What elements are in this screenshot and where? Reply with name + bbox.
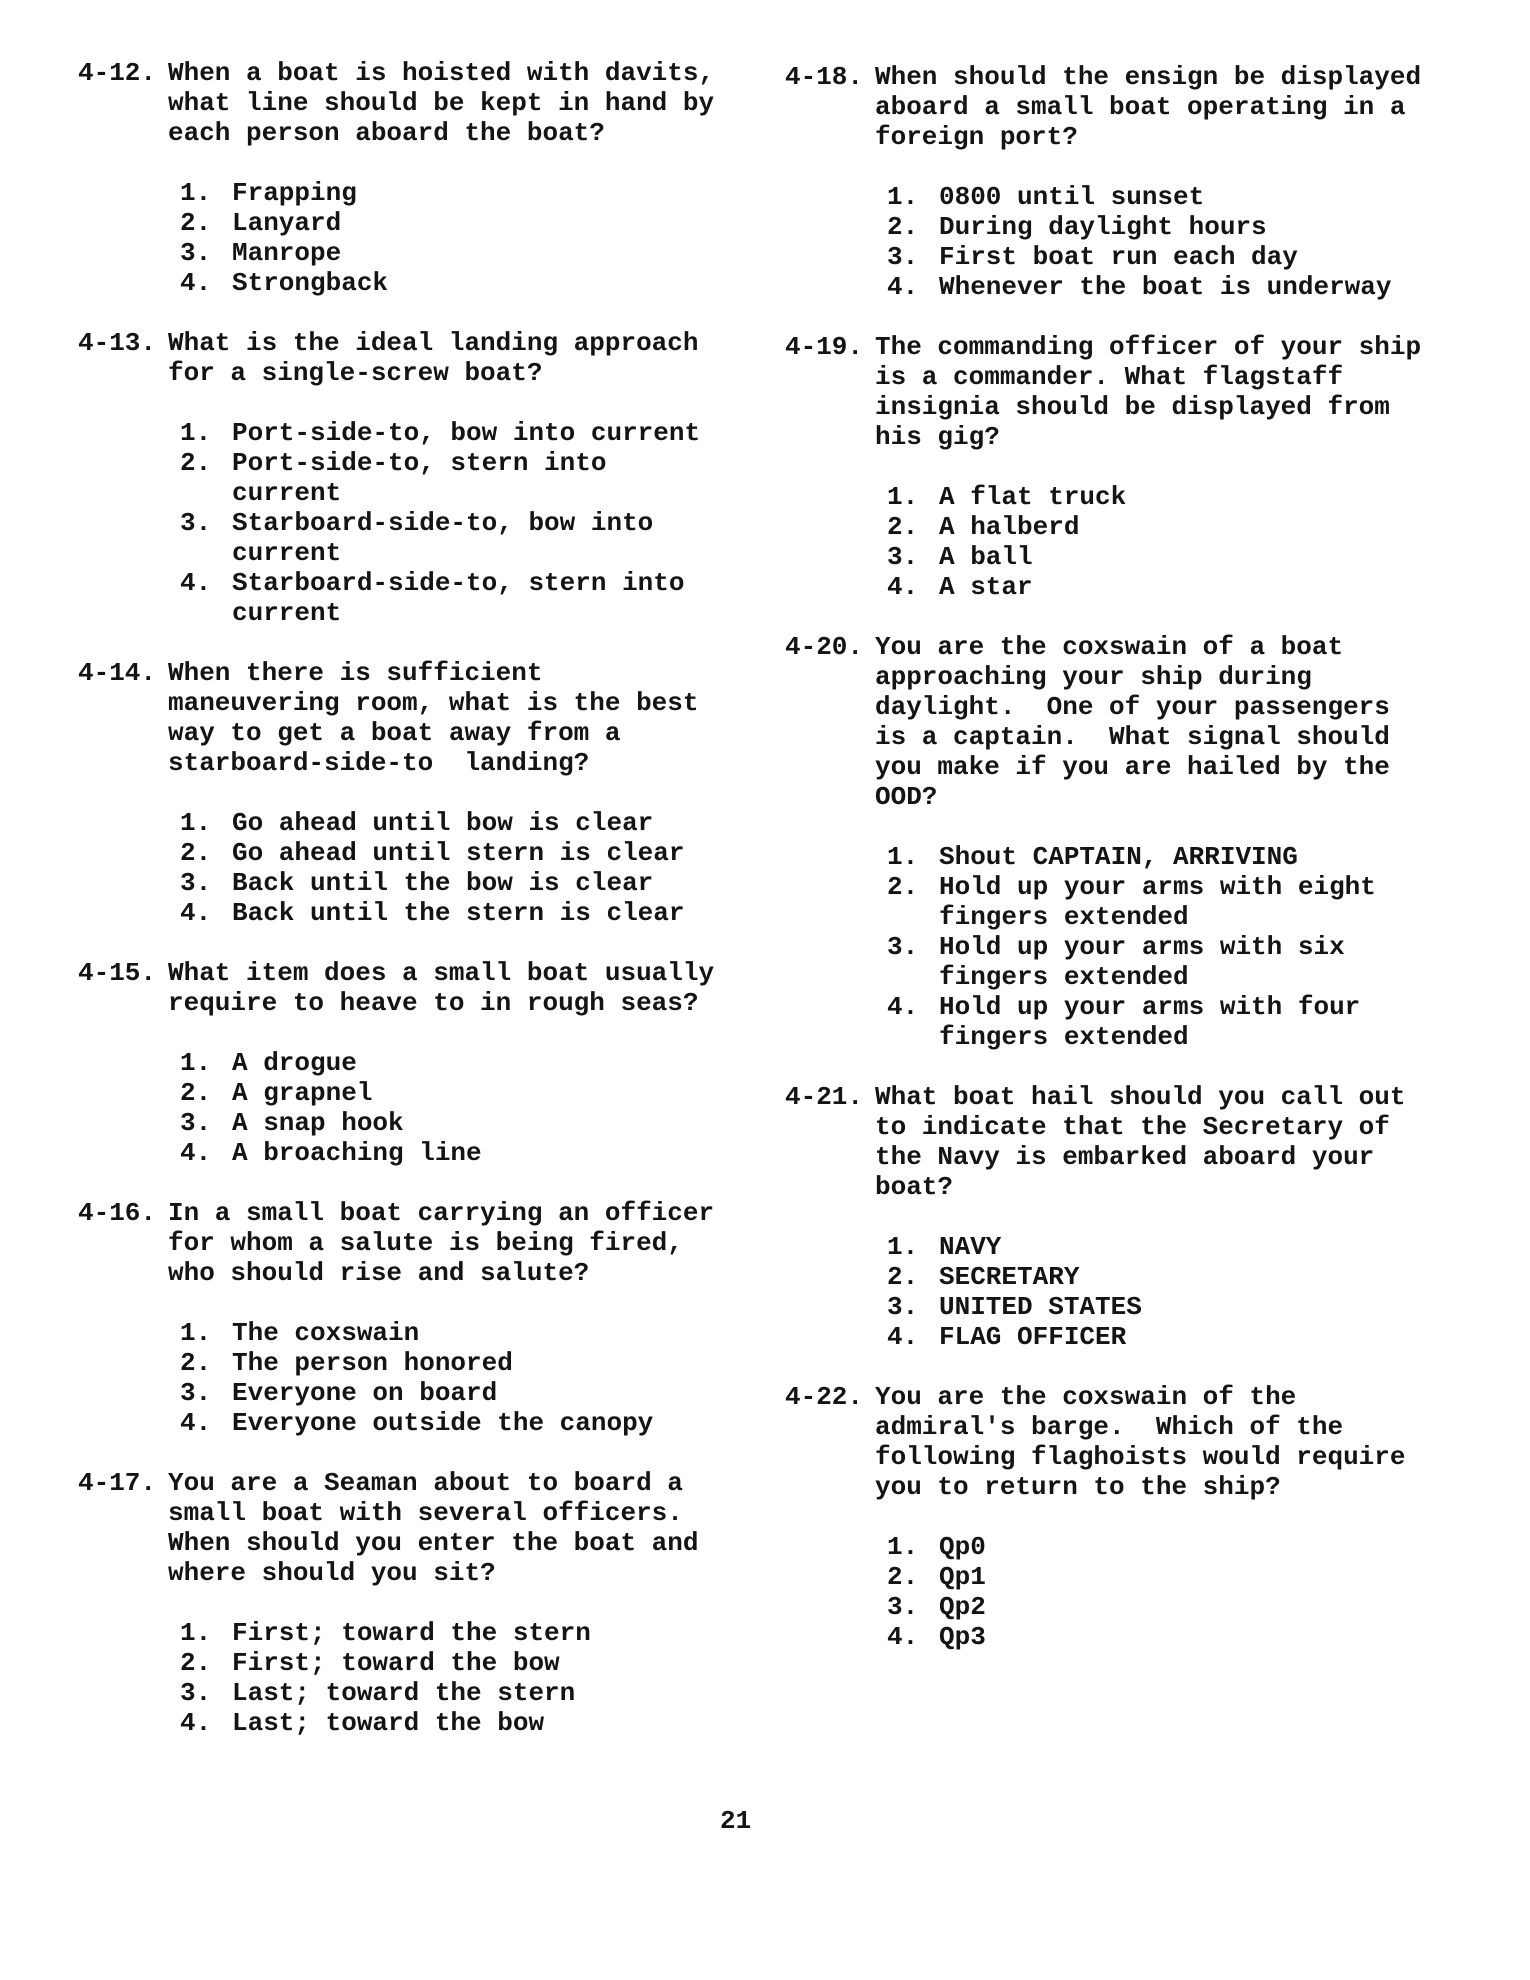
option-label: 4. bbox=[887, 1322, 919, 1352]
option-label: 1. bbox=[887, 1532, 919, 1562]
option-row bbox=[180, 1408, 743, 1438]
option-text bbox=[232, 1678, 743, 1708]
option-text bbox=[232, 238, 743, 268]
option-row bbox=[887, 1292, 1450, 1322]
option-label: 4. bbox=[180, 1138, 212, 1168]
question-line: is a captain. What signal should bbox=[875, 722, 1390, 752]
question-block bbox=[78, 328, 743, 628]
option-label: 3. bbox=[180, 1378, 212, 1408]
option-line: FLAG OFFICER bbox=[939, 1322, 1127, 1352]
option-line: The coxswain bbox=[232, 1318, 420, 1348]
question-line: the Navy is embarked aboard your bbox=[875, 1142, 1375, 1172]
question-line: You are the coxswain of the bbox=[875, 1382, 1297, 1412]
option-row bbox=[887, 512, 1450, 542]
option-label: 3. bbox=[887, 242, 919, 272]
option-text bbox=[232, 1318, 743, 1348]
option-text bbox=[939, 1232, 1450, 1262]
option-text bbox=[232, 1348, 743, 1378]
question-body bbox=[875, 62, 1450, 302]
option-line: current bbox=[232, 538, 342, 568]
option-label: 4. bbox=[180, 1708, 212, 1738]
option-line: 0800 until sunset bbox=[939, 182, 1205, 212]
option-row bbox=[887, 992, 1450, 1052]
options-list bbox=[168, 1048, 743, 1168]
option-line: First; toward the bow bbox=[232, 1648, 560, 1678]
question-block bbox=[785, 332, 1450, 602]
question-block bbox=[78, 58, 743, 298]
question-number: 4-20. bbox=[785, 632, 864, 662]
option-text bbox=[232, 1648, 743, 1678]
option-line: A broaching line bbox=[232, 1138, 482, 1168]
option-row bbox=[887, 572, 1450, 602]
option-label: 2. bbox=[887, 212, 919, 242]
option-line: Whenever the boat is underway bbox=[939, 272, 1392, 302]
option-label: 3. bbox=[887, 1592, 919, 1622]
option-label: 1. bbox=[180, 808, 212, 838]
option-row bbox=[180, 208, 743, 238]
question-number: 4-15. bbox=[78, 958, 157, 988]
option-row bbox=[887, 1622, 1450, 1652]
option-line: Port-side-to, bow into current bbox=[232, 418, 701, 448]
question-body bbox=[168, 1468, 743, 1738]
option-row bbox=[180, 1378, 743, 1408]
question-number: 4-19. bbox=[785, 332, 864, 362]
question-body bbox=[168, 958, 743, 1168]
option-text bbox=[939, 1592, 1450, 1622]
option-row bbox=[180, 1348, 743, 1378]
question-line: When should you enter the boat and bbox=[168, 1528, 699, 1558]
question-block bbox=[78, 1468, 743, 1738]
option-row bbox=[887, 482, 1450, 512]
option-text bbox=[232, 1048, 743, 1078]
question-line: What is the ideal landing approach bbox=[168, 328, 699, 358]
option-text bbox=[939, 1532, 1450, 1562]
option-row bbox=[180, 178, 743, 208]
option-line: Starboard-side-to, bow into bbox=[232, 508, 654, 538]
option-line: Shout CAPTAIN, ARRIVING bbox=[939, 842, 1298, 872]
question-line: is a commander. What flagstaff bbox=[875, 362, 1344, 392]
option-text bbox=[939, 542, 1450, 572]
option-line: Qp3 bbox=[939, 1622, 986, 1652]
option-label: 4. bbox=[180, 568, 212, 598]
option-line: Last; toward the bow bbox=[232, 1708, 545, 1738]
option-text bbox=[939, 992, 1450, 1052]
option-label: 4. bbox=[180, 268, 212, 298]
option-line: A halberd bbox=[939, 512, 1080, 542]
options-list bbox=[875, 1532, 1450, 1652]
options-list bbox=[875, 482, 1450, 602]
option-label: 2. bbox=[180, 838, 212, 868]
option-row bbox=[180, 808, 743, 838]
option-label: 4. bbox=[887, 572, 919, 602]
option-label: 2. bbox=[887, 1262, 919, 1292]
option-text bbox=[232, 1408, 743, 1438]
option-text bbox=[232, 208, 743, 238]
question-body bbox=[875, 632, 1450, 1052]
option-text bbox=[232, 1618, 743, 1648]
option-text bbox=[939, 572, 1450, 602]
question-line: following flaghoists would require bbox=[875, 1442, 1406, 1472]
question-line: When there is sufficient bbox=[168, 658, 543, 688]
option-line: Hold up your arms with six bbox=[939, 932, 1345, 962]
option-label: 4. bbox=[887, 272, 919, 302]
question-body bbox=[168, 328, 743, 628]
option-row bbox=[887, 1562, 1450, 1592]
question-body bbox=[875, 332, 1450, 602]
option-row bbox=[180, 448, 743, 508]
option-label: 3. bbox=[180, 868, 212, 898]
option-line: Qp2 bbox=[939, 1592, 986, 1622]
question-line: maneuvering room, what is the best bbox=[168, 688, 699, 718]
option-row bbox=[887, 182, 1450, 212]
question-line: foreign port? bbox=[875, 122, 1078, 152]
option-line: Manrope bbox=[232, 238, 342, 268]
option-row bbox=[887, 932, 1450, 992]
option-row bbox=[887, 1532, 1450, 1562]
option-text bbox=[232, 1708, 743, 1738]
option-line: Last; toward the stern bbox=[232, 1678, 576, 1708]
question-line: you to return to the ship? bbox=[875, 1472, 1281, 1502]
option-row bbox=[180, 1708, 743, 1738]
option-text bbox=[232, 568, 743, 628]
option-row bbox=[887, 212, 1450, 242]
option-row bbox=[180, 568, 743, 628]
option-row bbox=[887, 842, 1450, 872]
option-line: fingers extended bbox=[939, 1022, 1189, 1052]
option-label: 4. bbox=[887, 1622, 919, 1652]
question-line: who should rise and salute? bbox=[168, 1258, 590, 1288]
option-label: 2. bbox=[180, 208, 212, 238]
option-line: Back until the bow is clear bbox=[232, 868, 654, 898]
option-label: 1. bbox=[887, 482, 919, 512]
option-line: Qp1 bbox=[939, 1562, 986, 1592]
question-number: 4-21. bbox=[785, 1082, 864, 1112]
question-block bbox=[785, 1382, 1450, 1652]
option-line: SECRETARY bbox=[939, 1262, 1080, 1292]
option-line: Everyone outside the canopy bbox=[232, 1408, 654, 1438]
question-line: What item does a small boat usually bbox=[168, 958, 715, 988]
option-label: 2. bbox=[887, 1562, 919, 1592]
option-label: 3. bbox=[887, 542, 919, 572]
option-text bbox=[939, 1262, 1450, 1292]
option-label: 2. bbox=[180, 448, 212, 478]
question-line: you make if you are hailed by the bbox=[875, 752, 1390, 782]
question-number: 4-13. bbox=[78, 328, 157, 358]
option-line: fingers extended bbox=[939, 902, 1189, 932]
option-text bbox=[232, 178, 743, 208]
option-text bbox=[232, 838, 743, 868]
question-number: 4-18. bbox=[785, 62, 864, 92]
question-line: When a boat is hoisted with davits, bbox=[168, 58, 715, 88]
option-row bbox=[180, 1318, 743, 1348]
question-line: small boat with several officers. bbox=[168, 1498, 683, 1528]
question-body bbox=[875, 1382, 1450, 1652]
option-label: 1. bbox=[180, 1618, 212, 1648]
page-number: 21 bbox=[720, 1806, 752, 1836]
question-block bbox=[78, 658, 743, 928]
question-number: 4-14. bbox=[78, 658, 157, 688]
option-label: 1. bbox=[180, 1318, 212, 1348]
option-text bbox=[939, 932, 1450, 992]
option-row bbox=[887, 1262, 1450, 1292]
option-row bbox=[180, 1048, 743, 1078]
option-line: Frapping bbox=[232, 178, 357, 208]
question-line: The commanding officer of your ship bbox=[875, 332, 1422, 362]
option-row bbox=[180, 1078, 743, 1108]
option-line: Everyone on board bbox=[232, 1378, 498, 1408]
question-line: admiral's barge. Which of the bbox=[875, 1412, 1344, 1442]
question-block bbox=[78, 958, 743, 1168]
option-line: A ball bbox=[939, 542, 1033, 572]
options-list bbox=[168, 1618, 743, 1738]
question-block bbox=[78, 1198, 743, 1438]
option-text bbox=[939, 1562, 1450, 1592]
option-row bbox=[887, 1592, 1450, 1622]
option-line: Hold up your arms with four bbox=[939, 992, 1361, 1022]
option-text bbox=[939, 272, 1450, 302]
option-label: 4. bbox=[180, 898, 212, 928]
option-label: 3. bbox=[180, 1108, 212, 1138]
option-line: The person honored bbox=[232, 1348, 513, 1378]
option-text bbox=[232, 898, 743, 928]
option-line: NAVY bbox=[939, 1232, 1002, 1262]
option-label: 1. bbox=[887, 182, 919, 212]
question-line: OOD? bbox=[875, 782, 938, 812]
question-line: When should the ensign be displayed bbox=[875, 62, 1422, 92]
question-line: approaching your ship during bbox=[875, 662, 1312, 692]
option-row bbox=[180, 238, 743, 268]
question-line: for a single-screw boat? bbox=[168, 358, 543, 388]
question-body bbox=[168, 1198, 743, 1438]
options-list bbox=[875, 182, 1450, 302]
options-list bbox=[168, 808, 743, 928]
option-label: 2. bbox=[180, 1648, 212, 1678]
option-row bbox=[887, 242, 1450, 272]
option-text bbox=[939, 182, 1450, 212]
options-list bbox=[168, 1318, 743, 1438]
question-line: aboard a small boat operating in a bbox=[875, 92, 1406, 122]
question-line: for whom a salute is being fired, bbox=[168, 1228, 683, 1258]
option-line: Port-side-to, stern into bbox=[232, 448, 607, 478]
option-row bbox=[180, 898, 743, 928]
option-line: UNITED STATES bbox=[939, 1292, 1142, 1322]
question-line: daylight. One of your passengers bbox=[875, 692, 1390, 722]
option-line: First; toward the stern bbox=[232, 1618, 591, 1648]
option-text bbox=[232, 1108, 743, 1138]
option-row bbox=[180, 868, 743, 898]
option-line: Go ahead until stern is clear bbox=[232, 838, 685, 868]
option-line: fingers extended bbox=[939, 962, 1189, 992]
option-row bbox=[180, 508, 743, 568]
question-line: to indicate that the Secretary of bbox=[875, 1112, 1390, 1142]
option-line: A snap hook bbox=[232, 1108, 404, 1138]
option-row bbox=[887, 1322, 1450, 1352]
option-label: 3. bbox=[887, 932, 919, 962]
option-line: Go ahead until bow is clear bbox=[232, 808, 654, 838]
option-text bbox=[939, 512, 1450, 542]
option-line: Qp0 bbox=[939, 1532, 986, 1562]
option-line: Lanyard bbox=[232, 208, 342, 238]
option-text bbox=[232, 1378, 743, 1408]
option-label: 1. bbox=[887, 1232, 919, 1262]
option-text bbox=[939, 1622, 1450, 1652]
option-line: current bbox=[232, 478, 342, 508]
option-line: Strongback bbox=[232, 268, 389, 298]
question-line: What boat hail should you call out bbox=[875, 1082, 1406, 1112]
option-text bbox=[939, 842, 1450, 872]
option-text bbox=[939, 872, 1450, 932]
option-label: 2. bbox=[180, 1348, 212, 1378]
column-left bbox=[78, 58, 743, 1768]
question-block bbox=[785, 1082, 1450, 1352]
option-row bbox=[180, 838, 743, 868]
option-row bbox=[180, 1648, 743, 1678]
option-label: 1. bbox=[180, 178, 212, 208]
question-body bbox=[168, 58, 743, 298]
option-row bbox=[180, 1138, 743, 1168]
option-text bbox=[939, 212, 1450, 242]
option-row bbox=[887, 1232, 1450, 1262]
option-text bbox=[232, 418, 743, 448]
option-label: 1. bbox=[180, 418, 212, 448]
option-line: First boat run each day bbox=[939, 242, 1298, 272]
options-list bbox=[875, 1232, 1450, 1352]
option-line: Hold up your arms with eight bbox=[939, 872, 1376, 902]
question-line: insignia should be displayed from bbox=[875, 392, 1390, 422]
option-line: A flat truck bbox=[939, 482, 1127, 512]
option-row bbox=[887, 542, 1450, 572]
question-body bbox=[168, 658, 743, 928]
option-label: 4. bbox=[887, 992, 919, 1022]
option-line: A grapnel bbox=[232, 1078, 373, 1108]
option-text bbox=[939, 242, 1450, 272]
question-line: In a small boat carrying an officer bbox=[168, 1198, 715, 1228]
option-label: 3. bbox=[180, 238, 212, 268]
question-line: You are a Seaman about to board a bbox=[168, 1468, 683, 1498]
question-number: 4-17. bbox=[78, 1468, 157, 1498]
question-line: boat? bbox=[875, 1172, 954, 1202]
question-line: require to heave to in rough seas? bbox=[168, 988, 699, 1018]
option-text bbox=[232, 1138, 743, 1168]
option-row bbox=[887, 872, 1450, 932]
option-label: 2. bbox=[887, 872, 919, 902]
option-text bbox=[939, 1292, 1450, 1322]
option-line: Starboard-side-to, stern into bbox=[232, 568, 685, 598]
question-line: You are the coxswain of a boat bbox=[875, 632, 1344, 662]
option-label: 4. bbox=[180, 1408, 212, 1438]
option-row bbox=[180, 1618, 743, 1648]
option-line: A drogue bbox=[232, 1048, 357, 1078]
option-text bbox=[939, 482, 1450, 512]
option-text bbox=[939, 1322, 1450, 1352]
column-right bbox=[785, 62, 1450, 1682]
option-label: 3. bbox=[180, 508, 212, 538]
option-row bbox=[180, 268, 743, 298]
option-label: 3. bbox=[887, 1292, 919, 1322]
option-text bbox=[232, 1078, 743, 1108]
question-number: 4-12. bbox=[78, 58, 157, 88]
option-line: Back until the stern is clear bbox=[232, 898, 685, 928]
option-line: A star bbox=[939, 572, 1033, 602]
question-body bbox=[875, 1082, 1450, 1352]
question-line: starboard-side-to landing? bbox=[168, 748, 590, 778]
option-text bbox=[232, 448, 743, 508]
options-list bbox=[168, 178, 743, 298]
option-line: During daylight hours bbox=[939, 212, 1267, 242]
option-row bbox=[887, 272, 1450, 302]
option-text bbox=[232, 268, 743, 298]
option-row bbox=[180, 1678, 743, 1708]
question-line: each person aboard the boat? bbox=[168, 118, 605, 148]
options-list bbox=[168, 418, 743, 628]
option-text bbox=[232, 868, 743, 898]
option-label: 1. bbox=[887, 842, 919, 872]
question-line: his gig? bbox=[875, 422, 1000, 452]
option-row bbox=[180, 418, 743, 448]
question-line: way to get a boat away from a bbox=[168, 718, 621, 748]
option-label: 1. bbox=[180, 1048, 212, 1078]
option-label: 2. bbox=[180, 1078, 212, 1108]
question-number: 4-22. bbox=[785, 1382, 864, 1412]
option-label: 2. bbox=[887, 512, 919, 542]
options-list bbox=[875, 842, 1450, 1052]
option-text bbox=[232, 508, 743, 568]
question-number: 4-16. bbox=[78, 1198, 157, 1228]
question-line: where should you sit? bbox=[168, 1558, 496, 1588]
option-text bbox=[232, 808, 743, 838]
question-block bbox=[785, 62, 1450, 302]
question-line: what line should be kept in hand by bbox=[168, 88, 715, 118]
question-block bbox=[785, 632, 1450, 1052]
option-line: current bbox=[232, 598, 342, 628]
option-row bbox=[180, 1108, 743, 1138]
option-label: 3. bbox=[180, 1678, 212, 1708]
